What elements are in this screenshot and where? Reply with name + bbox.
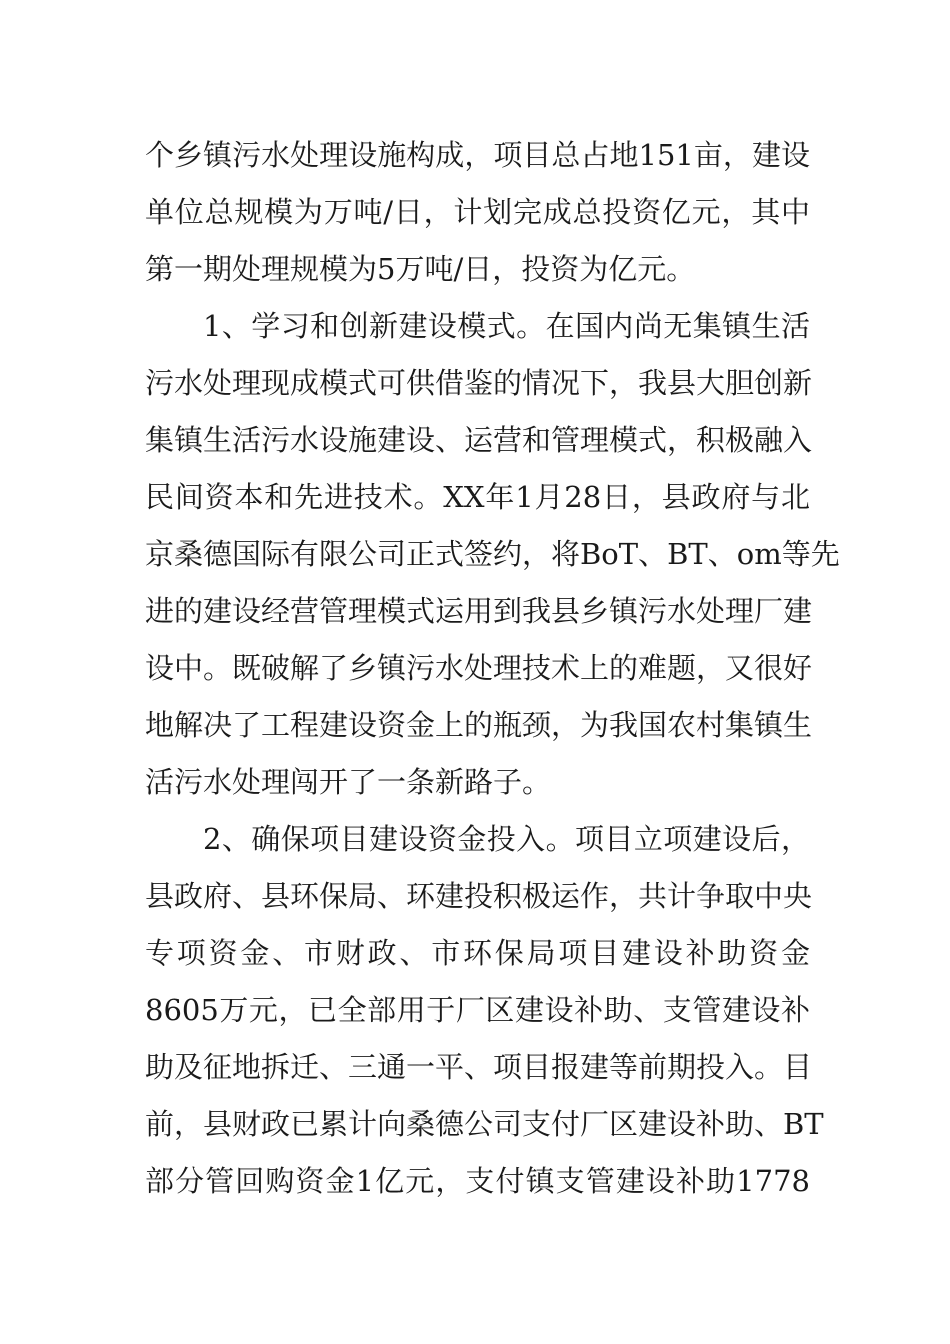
text-line: 前，县财政已累计向桑德公司支付厂区建设补助、BT xyxy=(145,1107,824,1141)
text-line: 民间资本和先进技术。XX年1月28日，县政府与北 xyxy=(145,480,810,514)
text-line: 县政府、县环保局、环建投积极运作，共计争取中央 xyxy=(145,879,813,913)
text-line: 单位总规模为万吨/日，计划完成总投资亿元，其中 xyxy=(145,195,810,229)
text-line: 集镇生活污水设施建设、运营和管理模式，积极融入 xyxy=(145,423,813,457)
paragraph-start-line: 2、确保项目建设资金投入。项目立项建设后， xyxy=(203,822,810,856)
text-line: 活污水处理闯开了一条新路子。 xyxy=(145,765,552,799)
text-line: 污水处理现成模式可供借鉴的情况下，我县大胆创新 xyxy=(145,366,813,400)
text-line: 8605万元，已全部用于厂区建设补助、支管建设补 xyxy=(145,993,810,1027)
text-line: 部分管回购资金1亿元，支付镇支管建设补助1778 xyxy=(145,1164,810,1198)
text-line: 专项资金、市财政、市环保局项目建设补助资金 xyxy=(145,936,810,970)
paragraph-start-line: 1、学习和创新建设模式。在国内尚无集镇生活 xyxy=(203,309,810,343)
text-line: 个乡镇污水处理设施构成，项目总占地151亩，建设 xyxy=(145,138,810,172)
text-line: 进的建设经营管理模式运用到我县乡镇污水处理厂建 xyxy=(145,594,813,628)
text-line: 第一期处理规模为5万吨/日，投资为亿元。 xyxy=(145,252,696,286)
text-line: 设中。既破解了乡镇污水处理技术上的难题，又很好 xyxy=(145,651,813,685)
text-line: 地解决了工程建设资金上的瓶颈，为我国农村集镇生 xyxy=(145,708,813,742)
text-line: 京桑德国际有限公司正式签约，将BoT、BT、om等先 xyxy=(145,537,840,571)
text-line: 助及征地拆迁、三通一平、项目报建等前期投入。目 xyxy=(145,1050,813,1084)
